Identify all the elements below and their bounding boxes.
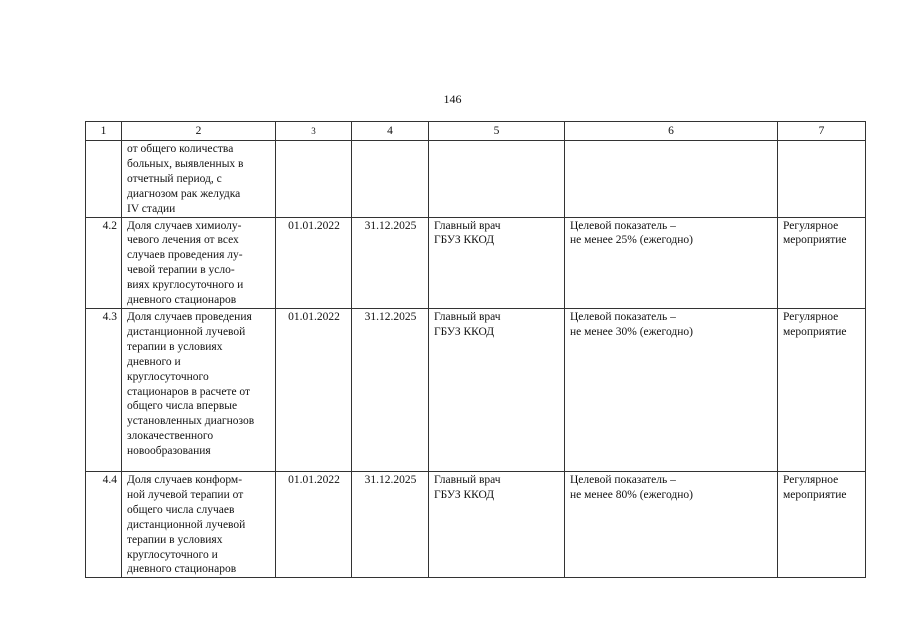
text-line: круглосуточного — [127, 370, 209, 383]
table-row — [86, 308, 866, 471]
text-line: дистанционной лучевой — [127, 518, 246, 531]
start-date-cell: 01.01.2022 — [276, 471, 352, 577]
row-number-cell: 4.2 — [86, 217, 122, 308]
page-number: 146 — [443, 92, 462, 106]
text-line: терапии в условиях — [127, 340, 223, 353]
measures-table — [85, 121, 866, 578]
text-line: Целевой показатель – — [570, 310, 676, 323]
column-header: 3 — [276, 122, 352, 141]
column-header: 4 — [352, 122, 429, 141]
text-line: больных, выявленных в — [127, 157, 244, 170]
text-line: случаев проведения лу- — [127, 249, 243, 262]
text-line: Доля случаев проведения — [127, 310, 252, 323]
text-line: Регулярное — [783, 473, 839, 486]
text-line: отчетный период, с — [127, 172, 222, 185]
start-date-cell: 01.01.2022 — [276, 308, 352, 471]
text-line: терапии в условиях — [127, 533, 223, 546]
text-line: не менее 30% (ежегодно) — [570, 325, 693, 338]
header-row — [86, 122, 866, 141]
text-line: чевого лечения от всех — [127, 234, 239, 247]
row-number-cell: 4.4 — [86, 471, 122, 577]
text-line: круглосуточного и — [127, 548, 218, 561]
text-line: дневного и — [127, 355, 181, 368]
row-number-cell: 4.3 — [86, 308, 122, 471]
end-date-cell: 31.12.2025 — [352, 217, 429, 308]
text-line: общего числа случаев — [127, 503, 235, 516]
target-cell — [565, 471, 778, 577]
text-line: мероприятие — [783, 488, 847, 501]
start-date-cell — [276, 141, 352, 218]
text-line: мероприятие — [783, 234, 847, 247]
indicator-name-cell — [122, 471, 276, 577]
table-row — [86, 217, 866, 308]
table-row — [86, 471, 866, 577]
text-line: ГБУЗ ККОД — [434, 488, 495, 501]
text-line: IV стадии — [127, 202, 176, 215]
column-header: 5 — [429, 122, 565, 141]
text-line: от общего количества — [127, 143, 234, 155]
text-line: Доля случаев конформ- — [127, 473, 243, 486]
column-header: 2 — [122, 122, 276, 141]
column-header: 1 — [86, 122, 122, 141]
responsible-cell — [429, 217, 565, 308]
text-line: ГБУЗ ККОД — [434, 325, 495, 338]
text-line: Главный врач — [434, 310, 501, 323]
responsible-cell — [429, 308, 565, 471]
text-line: Регулярное — [783, 219, 839, 232]
type-cell — [778, 217, 866, 308]
text-line: не менее 25% (ежегодно) — [570, 234, 693, 247]
text-line: стационаров в расчете от — [127, 385, 251, 398]
type-cell — [778, 471, 866, 577]
text-line: Доля случаев химиолу- — [127, 219, 242, 232]
text-line: Главный врач — [434, 219, 501, 232]
text-line: Регулярное — [783, 310, 839, 323]
text-line: диагнозом рак желудка — [127, 187, 241, 200]
target-cell — [565, 308, 778, 471]
text-line: Главный врач — [434, 473, 501, 486]
text-line: не менее 80% (ежегодно) — [570, 488, 693, 501]
text-line: мероприятие — [783, 325, 847, 338]
target-cell — [565, 141, 778, 218]
text-line: чевой терапии в усло- — [127, 264, 235, 277]
text-line: ной лучевой терапии от — [127, 488, 244, 501]
target-cell — [565, 217, 778, 308]
responsible-cell — [429, 471, 565, 577]
text-line: установленных диагнозов — [127, 415, 255, 428]
text-line: общего числа впервые — [127, 400, 238, 413]
end-date-cell — [352, 141, 429, 218]
row-number-cell — [86, 141, 122, 218]
text-line: дневного стационаров — [127, 563, 237, 576]
type-cell — [778, 308, 866, 471]
text-line: Целевой показатель – — [570, 473, 676, 486]
responsible-cell — [429, 141, 565, 218]
text-line: злокачественного — [127, 430, 214, 443]
type-cell — [778, 141, 866, 218]
table-row — [86, 141, 866, 218]
column-header: 6 — [565, 122, 778, 141]
start-date-cell: 01.01.2022 — [276, 217, 352, 308]
text-line: ГБУЗ ККОД — [434, 234, 495, 247]
end-date-cell: 31.12.2025 — [352, 471, 429, 577]
column-header: 7 — [778, 122, 866, 141]
end-date-cell: 31.12.2025 — [352, 308, 429, 471]
indicator-name-cell — [122, 141, 276, 218]
indicator-name-cell — [122, 217, 276, 308]
text-line: виях круглосуточного и — [127, 279, 244, 292]
text-line: новообразования — [127, 445, 211, 458]
text-line: Целевой показатель – — [570, 219, 676, 232]
indicator-name-cell — [122, 308, 276, 471]
text-line: дистанционной лучевой — [127, 325, 246, 338]
text-line: дневного стационаров — [127, 294, 237, 307]
